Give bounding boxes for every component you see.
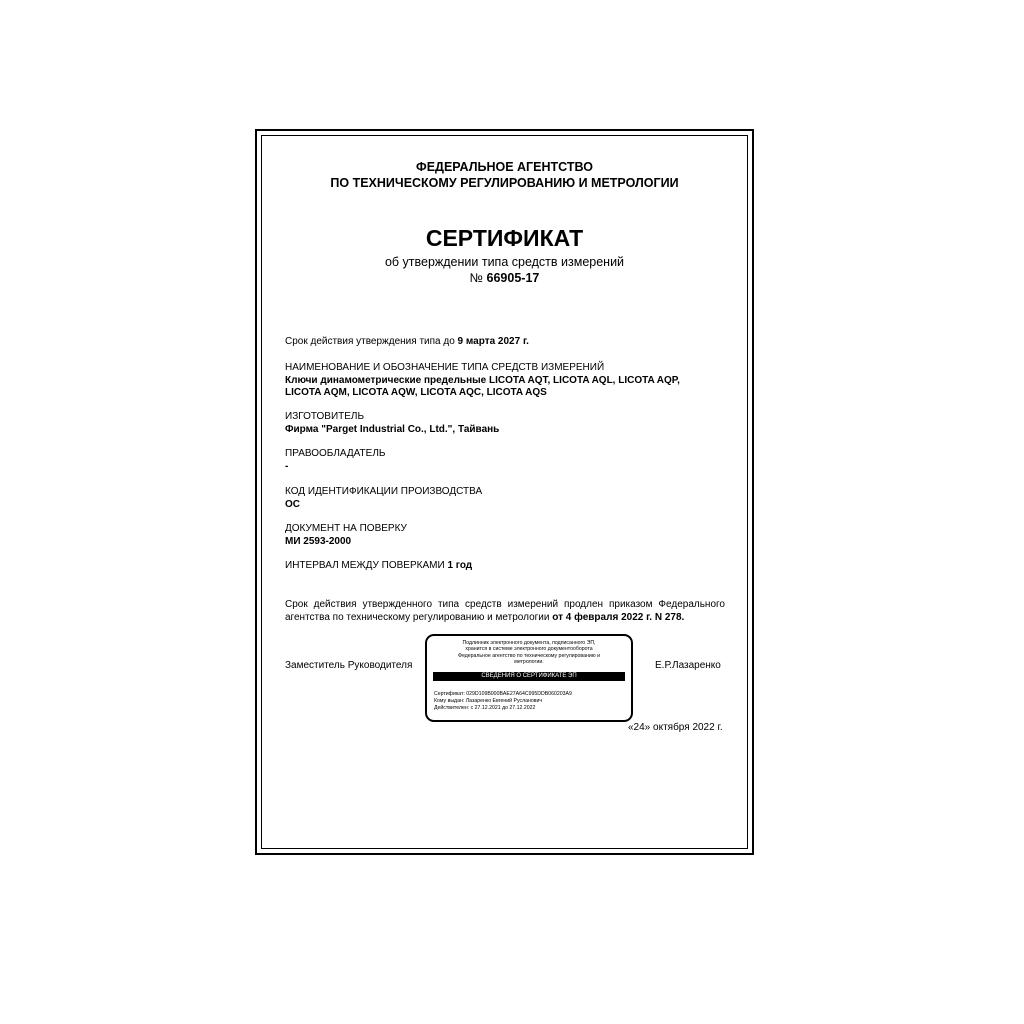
interval-value: 1 год <box>447 560 473 571</box>
stamp-valid-label: Действителен: <box>434 705 470 711</box>
extension-line-2 <box>285 611 725 624</box>
certificate-number-line <box>255 271 754 285</box>
interval-label: ИНТЕРВАЛ МЕЖДУ ПОВЕРКАМИ <box>285 560 445 571</box>
number-prefix: № <box>469 271 484 285</box>
verification-doc-value: МИ 2593-2000 <box>285 536 352 547</box>
certificate-subtitle: об утверждении типа средств измерений <box>384 255 625 269</box>
extension-paragraph <box>285 598 725 624</box>
type-name-heading: НАИМЕНОВАНИЕ И ОБОЗНАЧЕНИЕ ТИПА СРЕДСТВ ИЗМЕРЕНИЙ <box>285 362 605 373</box>
production-code-heading: КОД ИДЕНТИФИКАЦИИ ПРОИЗВОДСТВА <box>285 486 483 497</box>
stamp-header-line-1: Подлинник электронного документа, подписанного ЭП, <box>462 640 596 646</box>
stamp-header <box>433 640 625 665</box>
certificate-title: СЕРТИФИКАТ <box>425 225 584 251</box>
type-name-line-2: LICOTA AQM, LICOTA AQW, LICOTA AQC, LICOTA AQS <box>285 387 547 398</box>
stamp-valid-row <box>434 705 535 711</box>
certificate-number: 66905-17 <box>486 271 540 285</box>
extension-line-2-text: агентства по техническому регулированию и метрологии <box>285 612 550 623</box>
agency-line-2: ПО ТЕХНИЧЕСКОМУ РЕГУЛИРОВАНИЮ И МЕТРОЛОГИИ <box>330 176 679 190</box>
stamp-cert-label: Сертификат: <box>434 691 465 697</box>
stamp-certificate-row <box>434 691 572 697</box>
agency-line-1: ФЕДЕРАЛЬНОЕ АГЕНТСТВО <box>416 160 593 174</box>
stamp-header-line-2: хранится в системе электронного документооборота <box>465 646 593 653</box>
type-name-line-1: Ключи динамометрические предельные LICOTA AQT, LICOTA AQL, LICOTA AQP, <box>285 375 680 386</box>
rightholder-value: - <box>285 461 289 472</box>
stamp-issued-label: Кому выдан: <box>434 698 465 704</box>
signatory-name: Е.Р.Лазаренко <box>655 660 721 671</box>
stamp-header-line-4: метрологии. <box>514 658 544 665</box>
extension-line-1: Срок действия утвержденного типа средств измерений продлен приказом Федерального <box>285 599 725 610</box>
stamp-issued-row <box>434 698 542 704</box>
stamp-valid-value: с 27.12.2021 до 27.12.2022 <box>470 705 536 711</box>
electronic-signature-stamp <box>425 634 633 722</box>
rightholder-heading: ПРАВООБЛАДАТЕЛЬ <box>285 448 386 459</box>
stamp-issued-value: Лазаренко Евгений Русланович <box>465 698 543 704</box>
signatory-position: Заместитель Руководителя <box>285 660 413 671</box>
stamp-header-line-3: Федеральное агентство по техническому регулированию и <box>458 652 600 659</box>
validity-line <box>285 336 529 349</box>
manufacturer-heading: ИЗГОТОВИТЕЛЬ <box>285 411 365 422</box>
stamp-cert-value: 029D109B000BAE27A64C995DDB060203A9 <box>466 691 572 697</box>
production-code-value: ОС <box>285 499 300 510</box>
validity-date: 9 марта 2027 г. <box>457 336 529 347</box>
validity-label: Срок действия утверждения типа до <box>285 336 455 347</box>
verification-doc-heading: ДОКУМЕНТ НА ПОВЕРКУ <box>285 523 407 534</box>
stamp-title-bar: СВЕДЕНИЯ О СЕРТИФИКАТЕ ЭП <box>433 672 625 681</box>
interval-line <box>285 560 472 573</box>
extension-order: от 4 февраля 2022 г. N 278. <box>552 612 685 623</box>
issue-date: «24» октября 2022 г. <box>628 722 723 733</box>
manufacturer-value: Фирма "Parget Industrial Co., Ltd.", Тайвань <box>285 424 500 435</box>
